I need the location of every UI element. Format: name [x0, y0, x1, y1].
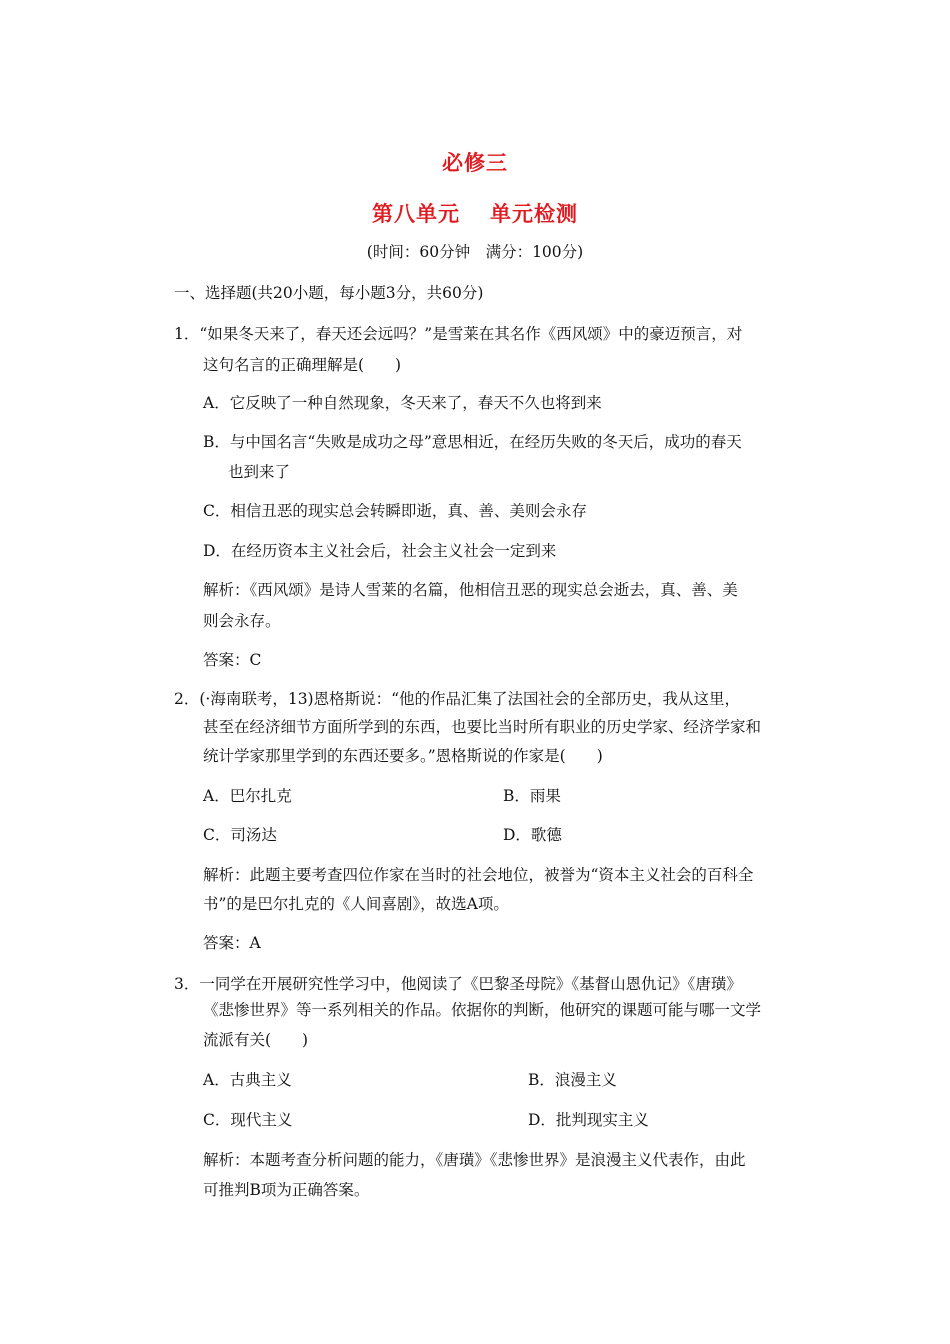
q3-stem-line-1: 3．一同学在开展研究性学习中，他阅读了《巴黎圣母院》《基督山恩仇记》《唐璜》 — [174, 975, 742, 993]
q1-answer: 答案：C — [203, 651, 262, 669]
q2-option-c: C．司汤达 — [203, 826, 277, 844]
q1-stem-line-2: 这句名言的正确理解是( ) — [203, 356, 402, 374]
q1-option-b-line-2: 也到来了 — [228, 463, 291, 481]
q1-stem-line-1: 1．“如果冬天来了，春天还会远吗？”是雪莱在其名作《西风颂》中的豪迈预言，对 — [174, 325, 743, 343]
q2-analysis-line-1: 解析：此题主要考查四位作家在当时的社会地位，被誉为“资本主义社会的百科全 — [203, 866, 754, 884]
unit-title-left: 第八单元 — [372, 202, 460, 226]
q1-option-c: C．相信丑恶的现实总会转瞬即逝，真、善、美则会永存 — [203, 502, 587, 520]
q3-option-a: A．古典主义 — [203, 1071, 292, 1089]
q3-option-d: D．批判现实主义 — [528, 1111, 649, 1129]
q2-stem-line-3: 统计学家那里学到的东西还要多。”恩格斯说的作家是( ) — [203, 747, 603, 765]
q1-analysis-line-2: 则会永存。 — [203, 612, 281, 630]
q3-analysis-line-1: 解析：本题考查分析问题的能力，《唐璜》《悲惨世界》是浪漫主义代表作，由此 — [203, 1151, 746, 1169]
q2-option-d: D．歌德 — [503, 826, 562, 844]
exam-meta: (时间：60分钟 满分：100分) — [366, 243, 584, 261]
q2-analysis-line-2: 书”的是巴尔扎克的《人间喜剧》，故选A项。 — [203, 895, 509, 913]
q2-stem-line-1: 2．(·海南联考，13)恩格斯说：“他的作品汇集了法国社会的全部历史，我从这里， — [174, 690, 741, 708]
q2-stem-line-2: 甚至在经济细节方面所学到的东西，也要比当时所有职业的历史学家、经济学家和 — [203, 718, 762, 736]
unit-title-right: 单元检测 — [490, 202, 578, 226]
section-heading: 一、选择题(共20小题，每小题3分，共60分) — [174, 284, 484, 302]
q3-stem-line-2: 《悲惨世界》等一系列相关的作品。依据你的判断，他研究的课题可能与哪一文学 — [203, 1001, 762, 1019]
q2-option-b: B．雨果 — [503, 787, 561, 805]
q2-option-a: A．巴尔扎克 — [203, 787, 292, 805]
q2-answer: 答案：A — [203, 934, 261, 952]
q1-analysis-line-1: 解析：《西风颂》是诗人雪莱的名篇，他相信丑恶的现实总会逝去，真、善、美 — [203, 581, 738, 599]
q1-option-b-line-1: B．与中国名言“失败是成功之母”意思相近，在经历失败的冬天后，成功的春天 — [203, 433, 742, 451]
q3-analysis-line-2: 可推判B项为正确答案。 — [203, 1181, 370, 1199]
q1-option-d: D．在经历资本主义社会后，社会主义社会一定到来 — [203, 542, 557, 560]
q3-option-b: B．浪漫主义 — [528, 1071, 617, 1089]
q3-option-c: C．现代主义 — [203, 1111, 293, 1129]
q3-stem-line-3: 流派有关( ) — [203, 1031, 309, 1049]
document-title: 必修三 — [442, 151, 508, 175]
q1-option-a: A．它反映了一种自然现象，冬天来了，春天不久也将到来 — [203, 394, 602, 412]
unit-title — [0, 198, 950, 228]
